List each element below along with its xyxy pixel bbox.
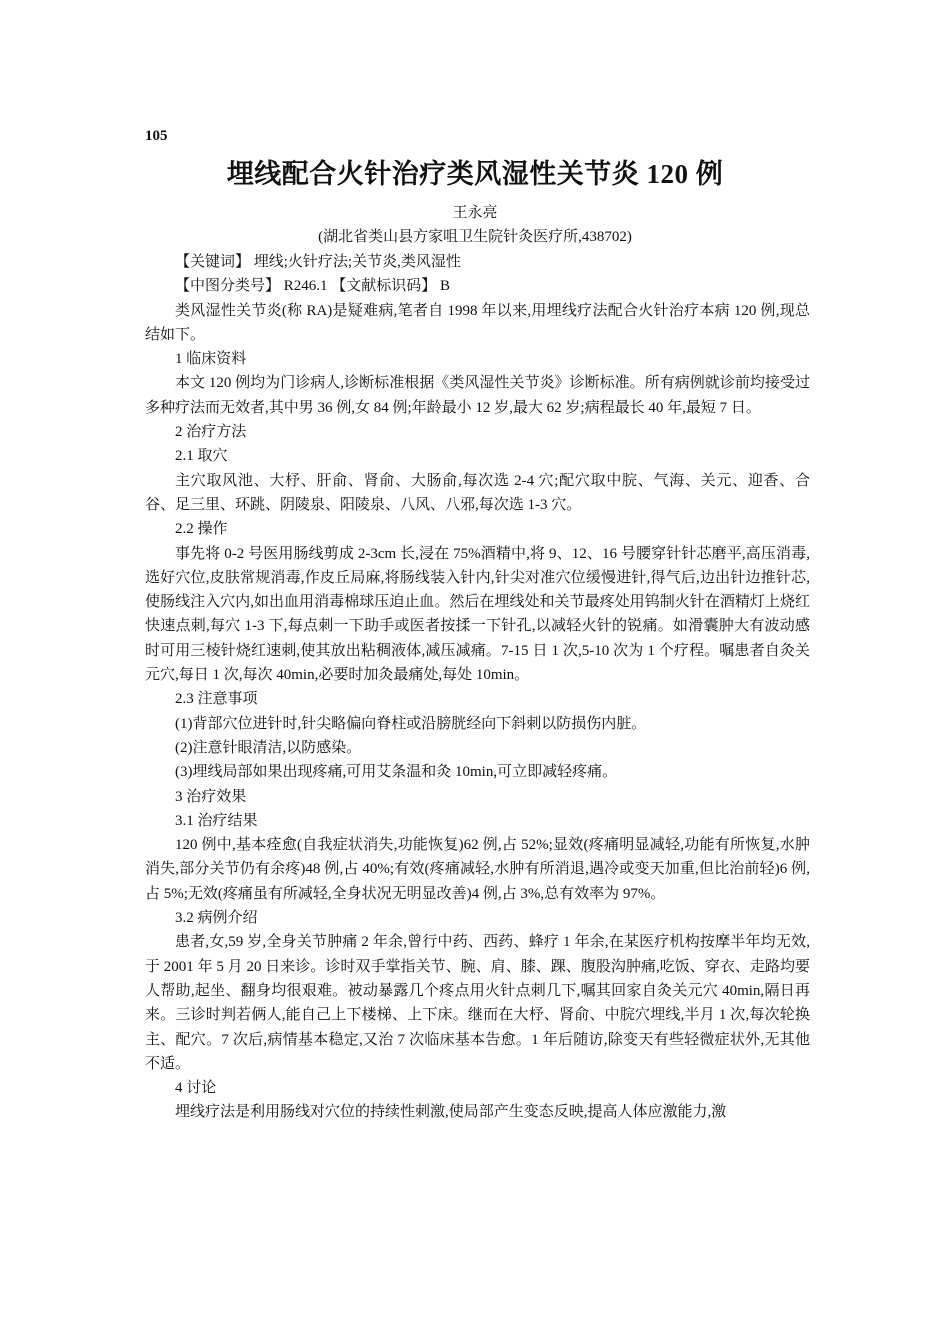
section-heading-treatment-method: 2 治疗方法 [175, 424, 247, 441]
subsection-heading-operation: 2.2 操作 [175, 521, 228, 538]
author-affiliation: (湖北省类山县方家咀卫生院针灸医疗所,438702) [318, 229, 632, 245]
classification-line: 【中图分类号】 R246.1 【文献标识码】 B [175, 278, 451, 295]
subsection-heading-case-report: 3.2 病例介绍 [175, 910, 258, 927]
results-paragraph: 120 例中,基本痊愈(自我症状消失,功能恢复)62 例,占 52%;显效(疼痛明显减轻,功能有所恢复,水肿消失,部分关节仍有余疼)48 例,占 40%;有效(疼痛减轻,水肿有所消退,遇冷或变天加重,但比治前轻)6 例,占 5%;无效(疼痛虽有所减轻,全身状况无明显改善)4 例,占 3%,总有效率为 97%。 [145, 837, 810, 902]
article-title: 埋线配合火针治疗类风湿性关节炎 120 例 [226, 159, 724, 189]
section-heading-clinical-data: 1 临床资料 [175, 351, 247, 368]
section-heading-results: 3 治疗效果 [175, 788, 247, 805]
discussion-paragraph: 埋线疗法是利用肠线对穴位的持续性刺激,使局部产生变态反映,提高人体应激能力,激 [175, 1104, 727, 1121]
page-number: 105 [145, 128, 168, 144]
subsection-heading-precautions: 2.3 注意事项 [175, 691, 258, 708]
precaution-item-3: (3)埋线局部如果出现疼痛,可用艾条温和灸 10min,可立即减轻疼痛。 [175, 764, 618, 781]
subsection-heading-acupoints: 2.1 取穴 [175, 448, 228, 465]
acupoints-paragraph: 主穴取风池、大杼、肝俞、肾俞、大肠俞,每次选 2-4 穴;配穴取中脘、气海、关元、迎香、合谷、足三里、环跳、阴陵泉、阳陵泉、八风、八邪,每次选 1-3 穴。 [145, 472, 810, 513]
precaution-item-1: (1)背部穴位进针时,针尖略偏向脊柱或沿膀胱经向下斜刺以防损伤内脏。 [175, 715, 647, 732]
author-name: 王永亮 [452, 205, 498, 221]
intro-paragraph: 类风湿性关节炎(称 RA)是疑难病,笔者自 1998 年以来,用埋线疗法配合火针治疗本病 120 例,现总结如下。 [145, 302, 810, 343]
operation-paragraph: 事先将 0-2 号医用肠线剪成 2-3cm 长,浸在 75%酒精中,将 9、12、16 号腰穿针针芯磨平,高压消毒,选好穴位,皮肤常规消毒,作皮丘局麻,将肠线装入针内,针尖对准穴位缓慢进针,得气后,边出针边推针芯,使肠线注入穴内,如出血用消毒棉球压迫止血。然后在埋线处和关节最疼处用钨制火针在酒精灯上烧红快速点刺,每穴 1-3 下,每点刺一下助手或医者按揉一下针孔,以减轻火针的锐痛。如滑囊肿大有波动感时可用三棱针烧红速刺,使其放出粘稠液体,减压减痛。7-15 日 1 次,5-10 次为 1 个疗程。嘱患者自灸关元穴,每日 1 次,每次 40min,必要时加灸最痛处,每处 10min。 [145, 545, 810, 684]
case-report-paragraph: 患者,女,59 岁,全身关节肿痛 2 年余,曾行中药、西药、蜂疗 1 年余,在某医疗机构按摩半年均无效,于 2001 年 5 月 20 日来诊。诊时双手掌指关节、腕、肩、膝、踝、腹股沟肿痛,吃饭、穿衣、走路均要人帮助,起坐、翻身均很艰难。被动暴露几个疼点用火针点刺几下,嘱其回家自灸关元穴 40min,隔日再来。三诊时判若俩人,能自己上下楼梯、上下床。继而在大杼、肾俞、中脘穴埋线,半月 1 次,每次轮换主、配穴。7 次后,病情基本稳定,又治 7 次临床基本告愈。1 年后随访,除变天有些轻微症状外,无其他不适。 [145, 934, 810, 1072]
section-heading-discussion: 4 讨论 [175, 1080, 217, 1097]
subsection-heading-treatment-results: 3.1 治疗结果 [175, 812, 258, 829]
article-body [145, 250, 810, 1125]
clinical-data-paragraph: 本文 120 例均为门诊病人,诊断标准根据《类风湿性关节炎》诊断标准。所有病例就诊前均接受过多种疗法而无效者,其中男 36 例,女 84 例;年龄最小 12 岁,最大 62 岁;病程最长 40 年,最短 7 日。 [145, 375, 810, 416]
keywords-line: 【关键词】 埋线;火针疗法;关节炎,类风湿性 [175, 254, 461, 270]
precaution-item-2: (2)注意针眼清洁,以防感染。 [175, 739, 362, 756]
